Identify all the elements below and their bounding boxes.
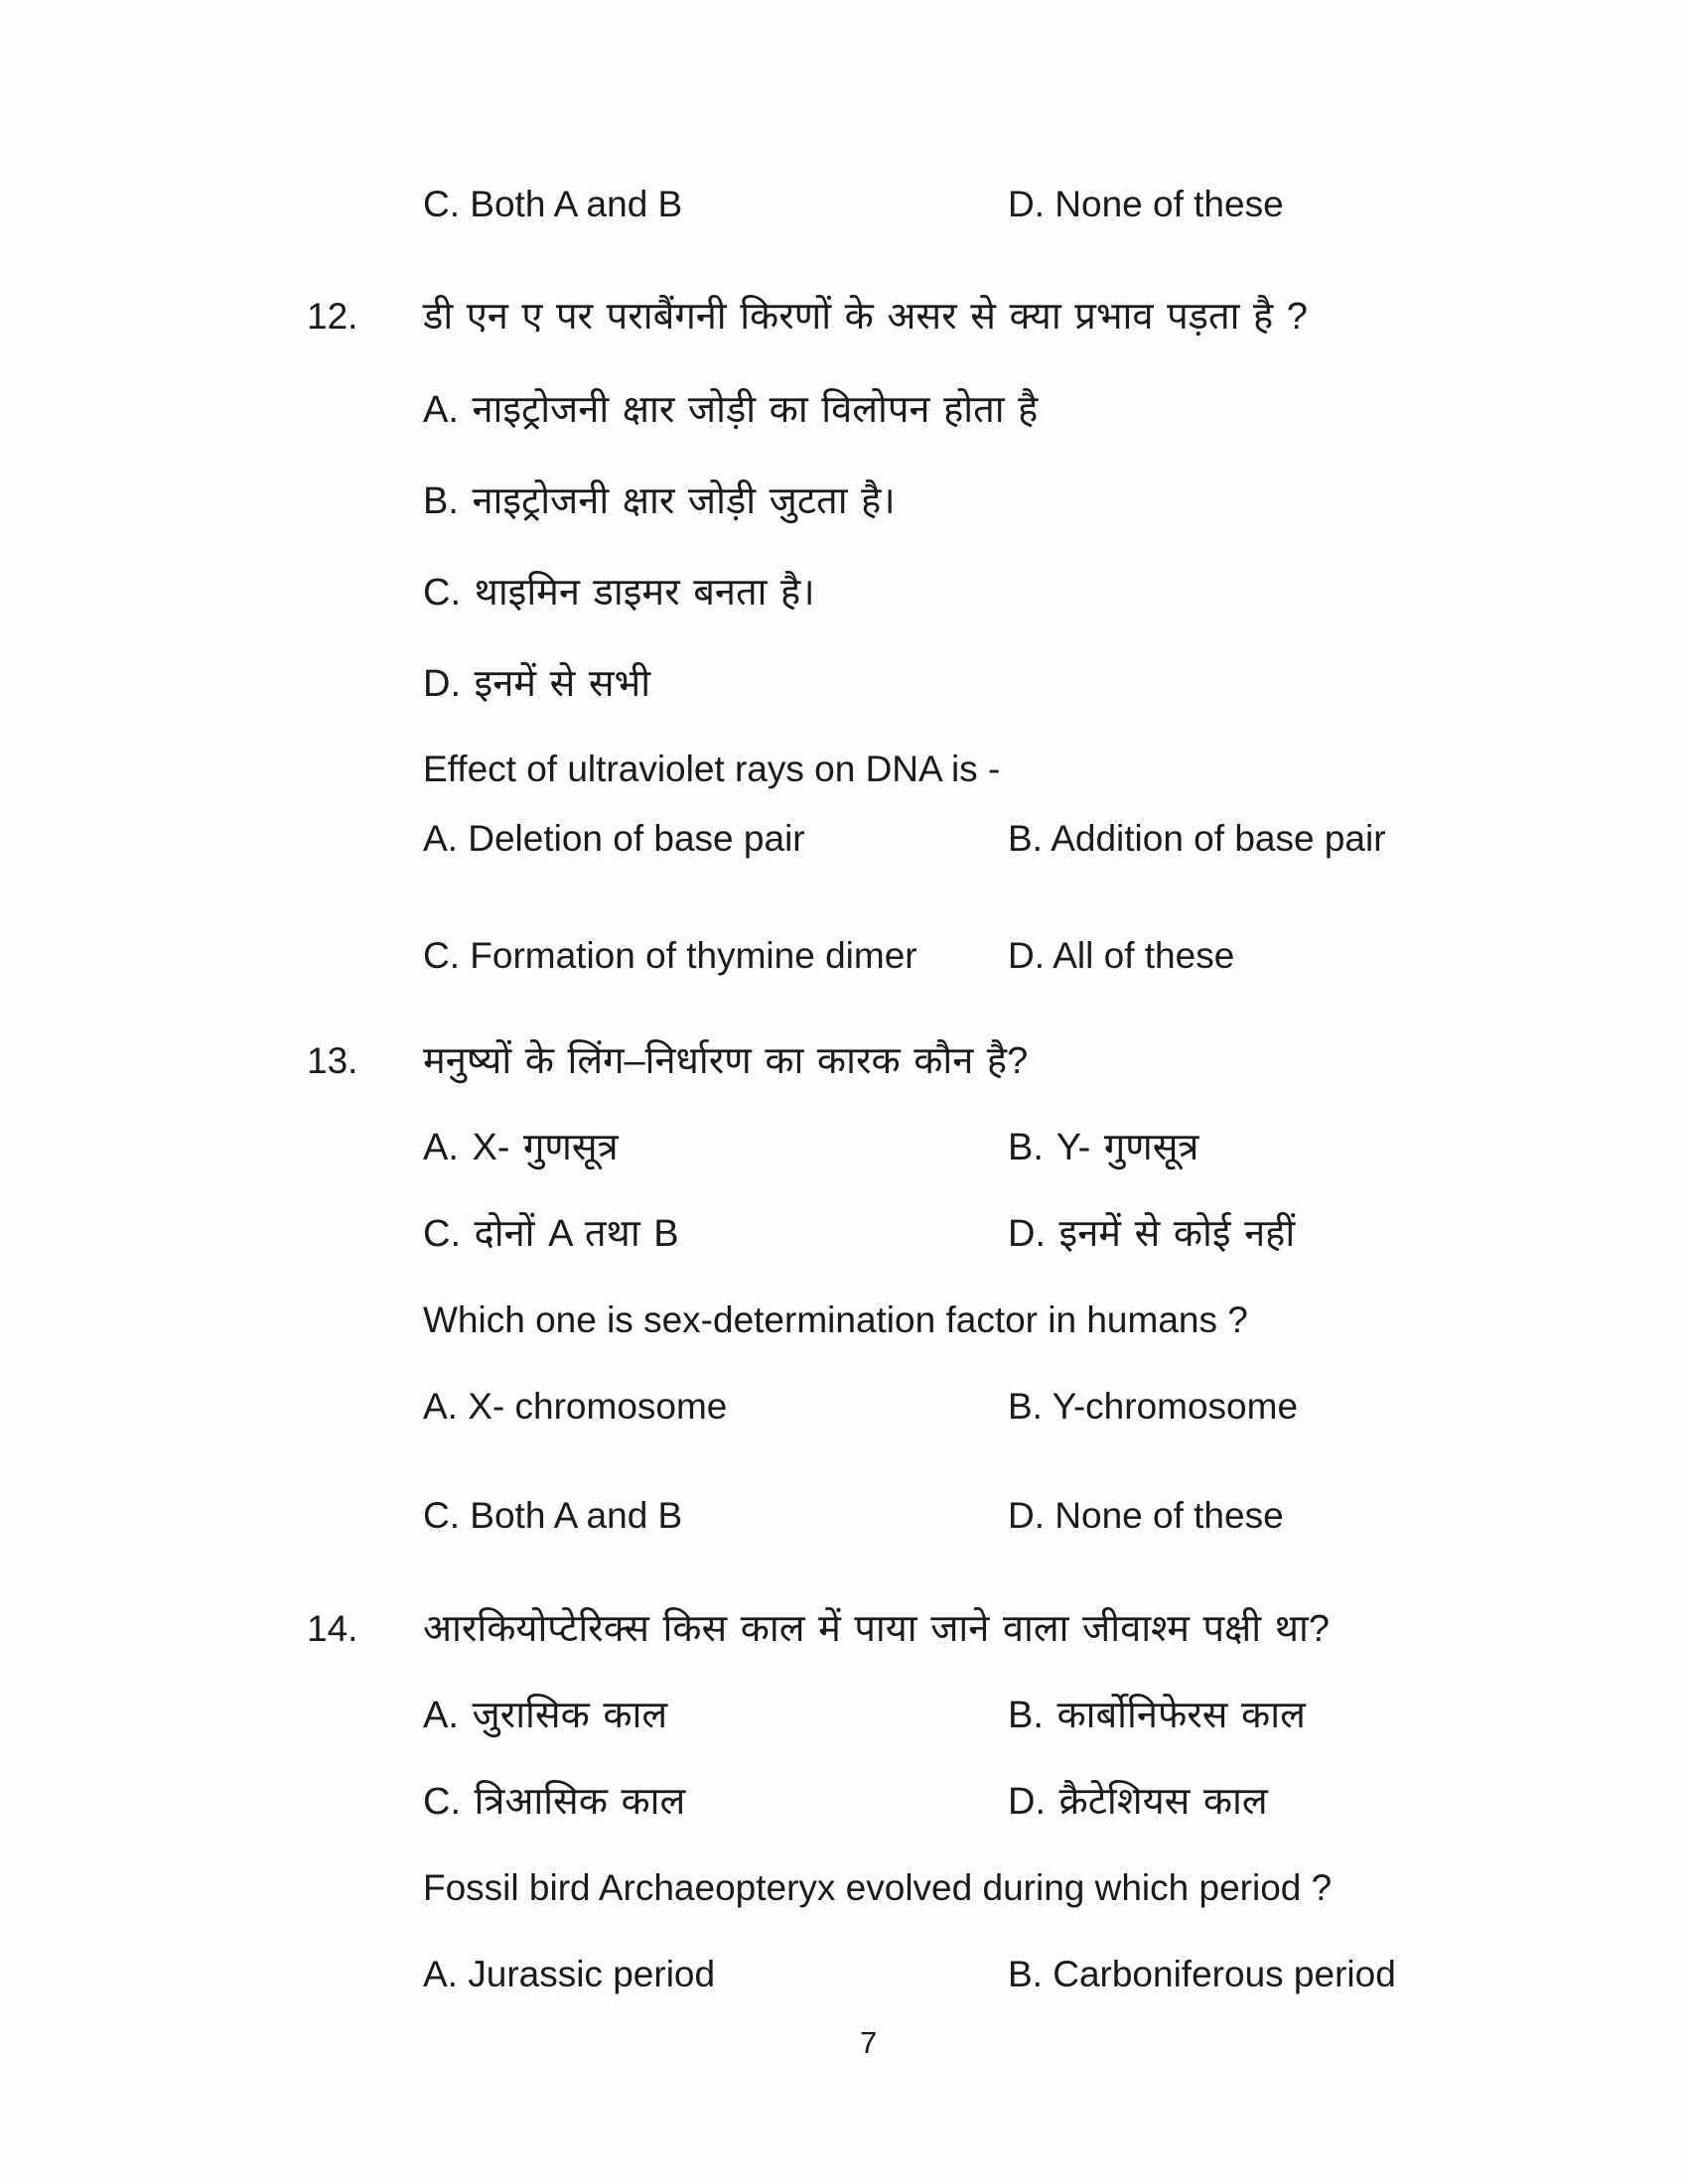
q12-option-b-english: B. Addition of base pair xyxy=(1008,818,1386,859)
q12-option-a-hindi-row xyxy=(0,387,1688,433)
q12-option-a-english: A. Deletion of base pair xyxy=(423,818,805,859)
q14-option-c-hindi: C. त्रिआसिक काल xyxy=(423,1781,686,1823)
q13-options-cd-english-row xyxy=(0,1493,1688,1539)
q12-option-c-hindi-row xyxy=(0,570,1688,615)
q14-options-cd-hindi-row xyxy=(0,1779,1688,1825)
q13-question-english: Which one is sex-determination factor in humans ? xyxy=(423,1299,1248,1340)
page-number: 7 xyxy=(860,2025,878,2060)
q12-option-d-hindi: D. इनमें से सभी xyxy=(423,663,651,705)
q14-option-d-hindi: D. क्रैटेशियस काल xyxy=(1008,1781,1268,1823)
q14-title-english-row xyxy=(0,1865,1688,1911)
q12-option-a-hindi: A. नाइट्रोजनी क्षार जोड़ी का विलोपन होता है xyxy=(423,389,1039,431)
q11-options-cd-row xyxy=(0,182,1688,227)
q12-option-b-hindi: B. नाइट्रोजनी क्षार जोड़ी जुटता है। xyxy=(423,480,896,522)
q14-options-ab-english-row xyxy=(0,1952,1688,1997)
q14-question-hindi: आरकियोप्टेरिक्स किस काल में पाया जाने वाला जीवाश्म पक्षी था? xyxy=(423,1608,1330,1650)
q14-question-english: Fossil bird Archaeopteryx evolved during which period ? xyxy=(423,1867,1333,1908)
q13-title-hindi-row xyxy=(0,1038,1688,1084)
q12-question-english: Effect of ultraviolet rays on DNA is - xyxy=(423,749,1001,789)
q13-option-b-hindi: B. Y- गुणसूत्र xyxy=(1008,1127,1199,1168)
q12-option-b-hindi-row xyxy=(0,478,1688,524)
q12-option-d-english: D. All of these xyxy=(1008,935,1235,976)
q13-option-c-english: C. Both A and B xyxy=(423,1495,683,1536)
q11-option-c: C. Both A and B xyxy=(423,184,683,224)
q14-number: 14. xyxy=(307,1608,358,1649)
q12-options-cd-english-row xyxy=(0,933,1688,979)
q12-title-hindi-row xyxy=(0,294,1688,340)
q13-options-ab-hindi-row xyxy=(0,1125,1688,1170)
q12-question-hindi: डी एन ए पर पराबैंगनी किरणों के असर से क्या प्रभाव पड़ता है ? xyxy=(423,296,1308,338)
q13-options-ab-english-row xyxy=(0,1384,1688,1430)
q13-option-d-hindi: D. इनमें से कोई नहीं xyxy=(1008,1213,1296,1255)
q13-option-b-english: B. Y-chromosome xyxy=(1008,1386,1299,1427)
q14-title-hindi-row xyxy=(0,1606,1688,1652)
q14-option-b-hindi: B. कार्बोनिफेरस काल xyxy=(1008,1695,1306,1736)
q12-number: 12. xyxy=(307,296,358,337)
q14-option-a-hindi: A. जुरासिक काल xyxy=(423,1695,668,1736)
q14-option-a-english: A. Jurassic period xyxy=(423,1954,716,1994)
q13-option-a-hindi: A. X- गुणसूत्र xyxy=(423,1127,619,1168)
q14-option-b-english: B. Carboniferous period xyxy=(1008,1954,1396,1994)
q13-option-a-english: A. X- chromosome xyxy=(423,1386,728,1427)
q13-option-c-hindi: C. दोनों A तथा B xyxy=(423,1213,679,1255)
q13-number: 13. xyxy=(307,1040,358,1081)
q13-title-english-row xyxy=(0,1297,1688,1343)
q12-title-english-row xyxy=(0,747,1688,792)
q11-option-d: D. None of these xyxy=(1008,184,1284,224)
q12-options-ab-english-row xyxy=(0,816,1688,862)
q12-option-d-hindi-row xyxy=(0,661,1688,707)
q14-options-ab-hindi-row xyxy=(0,1693,1688,1738)
q13-option-d-english: D. None of these xyxy=(1008,1495,1284,1536)
q12-option-c-hindi: C. थाइमिन डाइमर बनता है। xyxy=(423,572,815,614)
q13-question-hindi: मनुष्यों के लिंग–निर्धारण का कारक कौन है? xyxy=(423,1040,1029,1082)
q12-option-c-english: C. Formation of thymine dimer xyxy=(423,935,917,976)
q13-options-cd-hindi-row xyxy=(0,1211,1688,1257)
